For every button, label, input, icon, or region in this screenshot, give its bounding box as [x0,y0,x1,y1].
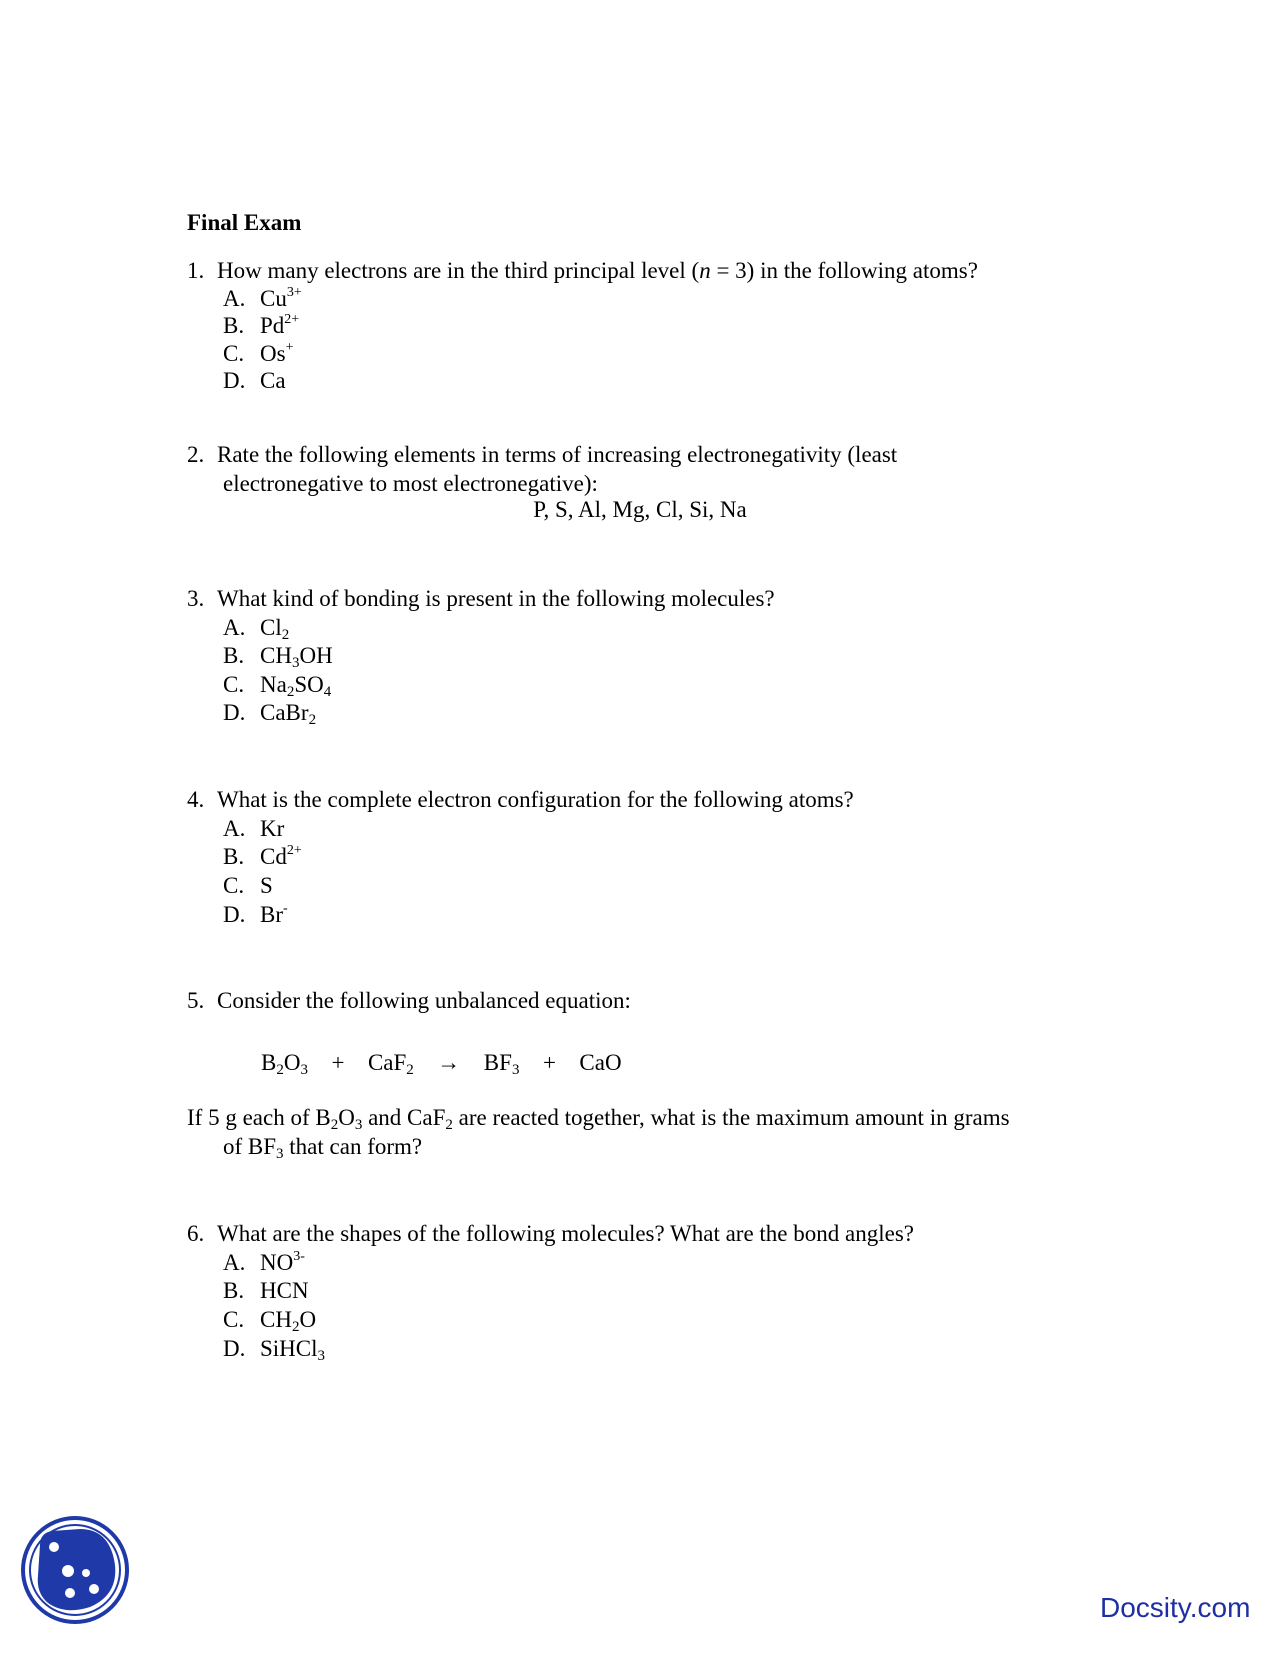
option-text: SiHCl [260,1336,318,1361]
eq-term: B [261,1050,277,1075]
option-superscript: + [285,340,294,355]
option-text: OH [299,643,333,668]
question-number: 2. [187,442,205,467]
option-text: O [299,1307,317,1332]
q1-option-a [223,284,302,313]
question-1 [187,256,978,285]
option-subscript: 2 [286,684,295,700]
q1-option-b [223,311,299,340]
eq-subscript: 3 [511,1062,520,1078]
q1-option-c [223,339,293,368]
text: and CaF [362,1105,446,1130]
question-6 [187,1219,914,1248]
subscript: 2 [445,1117,453,1133]
question-number: 5. [187,988,205,1013]
option-letter: D. [223,1336,246,1361]
q6-option-c [223,1305,316,1334]
question-text: How many electrons are in the third principal level ( [217,258,700,283]
question-text: What kind of bonding is present in the following molecules? [217,586,775,611]
option-subscript: 2 [291,1319,300,1335]
brand-link[interactable]: Docsity.com [1100,1592,1251,1623]
question-text: Consider the following unbalanced equation: [217,988,631,1013]
question-2 [187,440,897,469]
eq-subscript: 2 [276,1062,284,1078]
option-subscript: 2 [281,627,290,643]
question-4 [187,785,854,814]
subscript: 3 [276,1146,284,1162]
element-list: P, S, Al, Mg, Cl, Si, Na [533,497,747,522]
option-text: NO [260,1250,294,1275]
option-text: CH [260,643,292,668]
question-variable: n [699,258,711,283]
option-letter: C. [223,1307,245,1332]
q3-option-a [223,613,289,642]
option-letter: C. [223,873,245,898]
option-superscript: 3+ [286,285,302,300]
option-text: CaBr [260,700,309,725]
question-5-followup [187,1103,1010,1132]
option-letter: B. [223,844,245,869]
option-letter: A. [223,1250,246,1275]
option-text: Os [260,341,286,366]
option-subscript: 2 [308,712,317,728]
q4-option-c [223,871,273,900]
page-title: Final Exam [187,210,302,235]
option-letter: A. [223,286,246,311]
option-subscript: 4 [323,684,332,700]
option-letter: D. [223,368,246,393]
question-number: 4. [187,787,205,812]
option-letter: C. [223,672,245,697]
option-text: Ca [260,368,286,393]
question-text: What are the shapes of the following molecules? What are the bond angles? [217,1221,914,1246]
option-text: Na [260,672,287,697]
eq-term: CaF [367,1050,407,1075]
chemical-equation [261,1050,622,1076]
question-number: 1. [187,258,205,283]
option-text: S [260,873,273,898]
question-5 [187,986,631,1015]
subscript: 2 [330,1117,339,1133]
question-number: 3. [187,586,205,611]
eq-arrow: → [437,1050,461,1075]
q3-option-c [223,670,331,699]
q6-option-b [223,1276,309,1305]
option-subscript: 3 [317,1348,326,1364]
docsity-logo-icon[interactable] [20,1515,130,1625]
text: If 5 g each of B [187,1105,331,1130]
option-letter: D. [223,902,246,927]
option-letter: B. [223,643,245,668]
q4-option-d [223,900,288,929]
option-text: HCN [260,1278,309,1303]
question-text: Rate the following elements in terms of increasing electronegativity (least [217,442,898,467]
option-letter: C. [223,341,245,366]
q4-option-a [223,814,284,843]
q1-option-d [223,366,286,395]
subscript: 3 [354,1117,363,1133]
q4-option-b [223,842,302,871]
option-letter: A. [223,816,246,841]
option-text: CH [260,1307,292,1332]
question-text: What is the complete electron configuration for the following atoms? [217,787,854,812]
question-5-followup-continuation [223,1132,422,1161]
option-text: SO [294,672,324,697]
option-letter: B. [223,313,245,338]
eq-term: BF [483,1050,512,1075]
eq-subscript: 3 [300,1062,308,1078]
option-superscript: 2+ [286,843,302,858]
option-text: Cl [260,615,282,640]
option-subscript: 3 [291,655,300,671]
eq-term: CaO [579,1050,622,1075]
question-2-continuation: electronegative to most electronegative): [223,471,598,496]
question-number: 6. [187,1221,205,1246]
option-text: Cd [260,844,287,869]
option-letter: B. [223,1278,245,1303]
question-text: = 3) in the following atoms? [710,258,978,283]
eq-term: O [283,1050,301,1075]
q3-option-d [223,698,316,727]
option-text: Br [260,902,283,927]
option-text: Cu [260,286,287,311]
q3-option-b [223,641,333,670]
option-superscript: 3- [293,1249,305,1264]
text: that can form? [283,1134,423,1159]
option-superscript: - [283,901,288,916]
eq-subscript: 2 [406,1062,414,1078]
option-letter: A. [223,615,246,640]
text: are reacted together, what is the maximum amount in grams [452,1105,1010,1130]
eq-plus: + [331,1050,345,1075]
option-text: Pd [260,313,285,338]
eq-plus: + [542,1050,556,1075]
option-superscript: 2+ [284,312,300,327]
question-3 [187,584,775,613]
option-text: Kr [260,816,285,841]
q6-option-a [223,1248,305,1277]
text: of BF [223,1134,277,1159]
q6-option-d [223,1334,325,1363]
text: O [338,1105,355,1130]
option-letter: D. [223,700,246,725]
